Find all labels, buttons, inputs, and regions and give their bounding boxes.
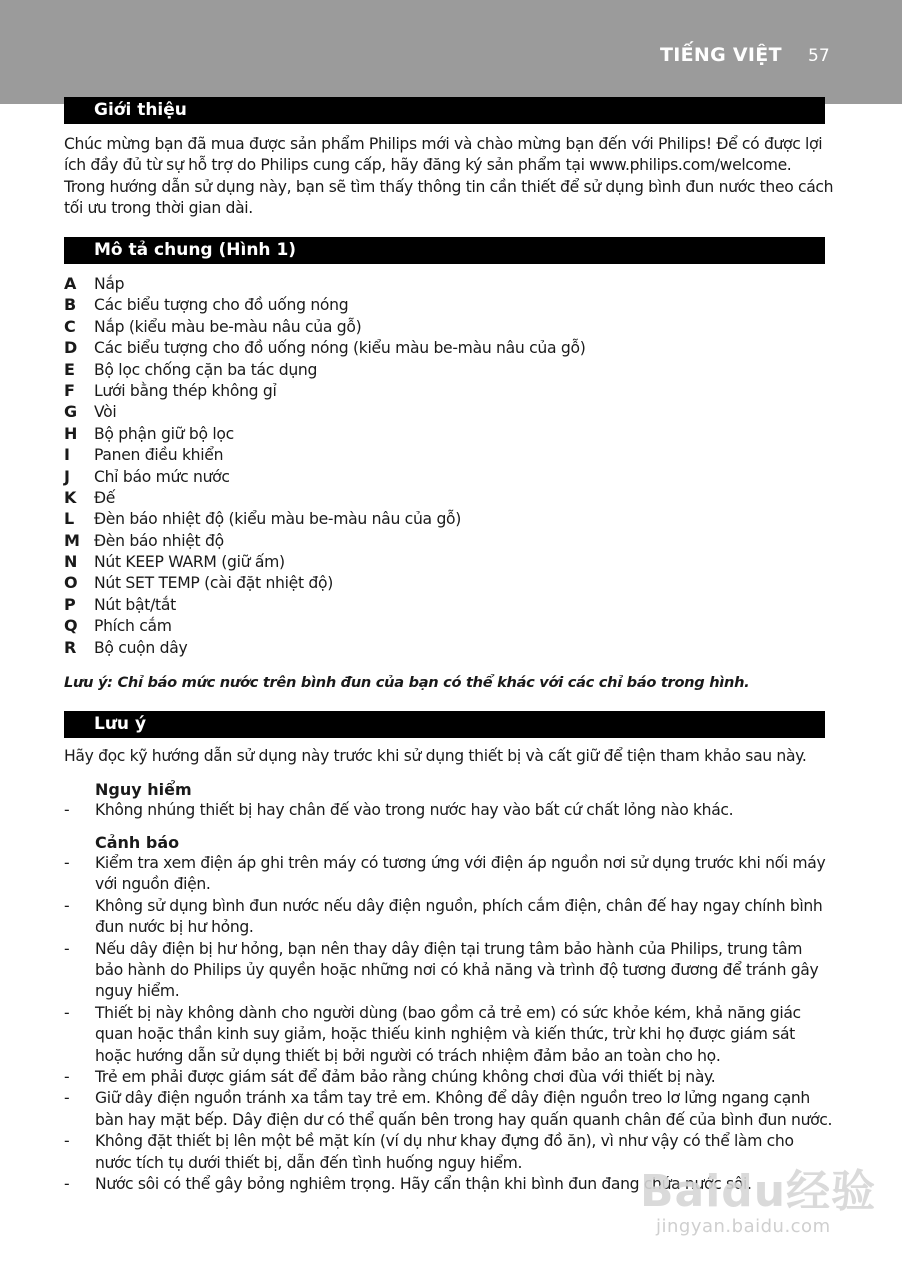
part-item bbox=[64, 316, 824, 337]
part-item bbox=[64, 423, 824, 444]
part-item bbox=[64, 294, 824, 315]
parts-list bbox=[64, 273, 824, 658]
part-letter: F bbox=[64, 380, 75, 400]
part-letter: K bbox=[64, 487, 77, 507]
part-item bbox=[64, 615, 824, 636]
part-letter: N bbox=[64, 552, 78, 572]
part-item bbox=[64, 487, 824, 508]
bullet-text: Kiểm tra xem điện áp ghi trên máy có tương ứng với điện áp nguồn nơi sử dụng trước khi nối máy với nguồn điện. bbox=[95, 854, 826, 894]
part-letter: R bbox=[64, 637, 77, 657]
part-label: Nút bật/tắt bbox=[94, 595, 176, 614]
part-item bbox=[64, 337, 824, 358]
section-heading-intro: Giới thiệu bbox=[64, 97, 825, 124]
bullet-text: Không nhúng thiết bị hay chân đế vào trong nước hay vào bất cứ chất lỏng nào khác. bbox=[95, 801, 734, 819]
danger-list bbox=[64, 800, 834, 821]
bullet-text: Không sử dụng bình đun nước nếu dây điện nguồn, phích cắm điện, chân đế hay ngay chính bình đun nước bị hư hỏng. bbox=[95, 896, 823, 937]
bullet-text: Trẻ em phải được giám sát để đảm bảo rằng chúng không chơi đùa với thiết bị này. bbox=[95, 1068, 716, 1087]
bullet-dash: - bbox=[64, 1003, 70, 1022]
warning-heading: Cảnh báo bbox=[95, 833, 180, 852]
note: Lưu ý: Chỉ báo mức nước trên bình đun của bạn có thể khác với các chỉ báo trong hình. bbox=[64, 674, 750, 691]
part-item bbox=[64, 273, 824, 294]
bullet-dash: - bbox=[64, 801, 70, 819]
part-label: Bộ cuộn dây bbox=[94, 638, 188, 657]
bullet-item bbox=[64, 939, 834, 1003]
part-label: Nắp bbox=[94, 275, 125, 293]
bullet-dash: - bbox=[64, 1132, 70, 1151]
part-item bbox=[64, 444, 824, 465]
bullet-text: Không đặt thiết bị lên một bề mặt kín (ví dụ như khay đựng đồ ăn), vì như vậy có thể làm cho nước tích tụ dưới thiết bị, dẫn đến tình huống nguy hiểm. bbox=[95, 1132, 794, 1172]
part-letter: H bbox=[64, 423, 78, 443]
part-label: Phích cắm bbox=[94, 617, 172, 636]
bullet-dash: - bbox=[64, 854, 70, 872]
part-label: Bộ phận giữ bộ lọc bbox=[94, 424, 234, 443]
danger-heading: Nguy hiểm bbox=[95, 780, 192, 799]
bullet-text: Giữ dây điện nguồn tránh xa tầm tay trẻ em. Không để dây điện nguồn treo lơ lửng ngang cạnh bàn hay mặt bếp. Dây điện dư có thể quấn bên trong hay quấn quanh chân đế của bình đun nước. bbox=[95, 1089, 833, 1129]
warning-list bbox=[64, 853, 834, 1196]
bullet-item bbox=[64, 1003, 834, 1067]
part-letter: P bbox=[64, 594, 76, 614]
bullet-dash: - bbox=[64, 1175, 70, 1194]
part-item bbox=[64, 594, 824, 615]
part-letter: L bbox=[64, 509, 74, 529]
part-label: Vòi bbox=[94, 403, 117, 422]
bullet-item bbox=[64, 896, 834, 939]
part-letter: C bbox=[64, 316, 76, 336]
part-item bbox=[64, 359, 824, 380]
important-intro: Hãy đọc kỹ hướng dẫn sử dụng này trước khi sử dụng thiết bị và cất giữ để tiện tham khảo sau này. bbox=[64, 747, 807, 765]
part-letter: G bbox=[64, 402, 77, 422]
part-label: Panen điều khiển bbox=[94, 446, 224, 465]
part-item bbox=[64, 466, 824, 487]
part-label: Nắp (kiểu màu be-màu nâu của gỗ) bbox=[94, 317, 362, 336]
part-item bbox=[64, 401, 824, 422]
language-label: TIẾNG VIỆT bbox=[660, 44, 782, 66]
part-item bbox=[64, 572, 824, 593]
part-item bbox=[64, 551, 824, 572]
part-label: Lưới bằng thép không gỉ bbox=[94, 381, 277, 400]
part-letter: J bbox=[64, 466, 70, 486]
bullet-item bbox=[64, 1088, 834, 1131]
bullet-dash: - bbox=[64, 896, 70, 915]
part-label: Đèn báo nhiệt độ (kiểu màu be-màu nâu của gỗ) bbox=[94, 510, 462, 529]
part-label: Nút KEEP WARM (giữ ấm) bbox=[94, 553, 285, 572]
bullet-item bbox=[64, 800, 834, 821]
bullet-dash: - bbox=[64, 939, 70, 958]
part-letter: B bbox=[64, 295, 76, 315]
bullet-dash: - bbox=[64, 1068, 70, 1087]
part-label: Đèn báo nhiệt độ bbox=[94, 531, 224, 550]
part-item bbox=[64, 530, 824, 551]
part-item bbox=[64, 508, 824, 529]
bullet-dash: - bbox=[64, 1089, 70, 1108]
bullet-text: Thiết bị này không dành cho người dùng (bao gồm cả trẻ em) có sức khỏe kém, khả năng giác quan hoặc thần kinh suy giảm, hoặc thiếu kinh nghiệm và kiến thức, trừ khi họ được giám sát hoặc hướng dẫn sử dụng thiết bị bởi người có trách nhiệm đảm bảo an toàn cho họ. bbox=[95, 1003, 801, 1065]
part-letter: A bbox=[64, 274, 77, 293]
part-letter: D bbox=[64, 338, 77, 358]
part-label: Bộ lọc chống cặn ba tác dụng bbox=[94, 360, 318, 379]
part-item bbox=[64, 380, 824, 401]
bullet-text: Nước sôi có thể gây bỏng nghiêm trọng. Hãy cẩn thận khi bình đun đang chứa nước sôi. bbox=[95, 1175, 752, 1194]
part-label: Nút SET TEMP (cài đặt nhiệt độ) bbox=[94, 574, 334, 593]
section-heading-description: Mô tả chung (Hình 1) bbox=[64, 237, 825, 264]
part-letter: M bbox=[64, 530, 80, 550]
intro-paragraph: Chúc mừng bạn đã mua được sản phẩm Philips mới và chào mừng bạn đến với Philips! Để có được lợi ích đầy đủ từ sự hỗ trợ do Philips cung cấp, hãy đăng ký sản phẩm tại www.philips.com/welcome. Trong hướng dẫn sử dụng này, bạn sẽ tìm thấy thông tin cần thiết để sử dụng bình đun nước theo cách tối ưu trong thời gian dài. bbox=[64, 135, 834, 218]
part-letter: Q bbox=[64, 616, 78, 636]
bullet-item bbox=[64, 853, 834, 896]
part-letter: I bbox=[64, 445, 70, 465]
part-letter: O bbox=[64, 573, 78, 593]
part-item bbox=[64, 637, 824, 658]
bullet-item bbox=[64, 1067, 834, 1088]
part-label: Chỉ báo mức nước bbox=[94, 467, 230, 486]
part-letter: E bbox=[64, 359, 75, 379]
bullet-text: Nếu dây điện bị hư hỏng, bạn nên thay dây điện tại trung tâm bảo hành của Philips, trung tâm bảo hành do Philips ủy quyền hoặc những nơi có khả năng và trình độ tương đương để tránh gây nguy hiểm. bbox=[95, 939, 819, 1001]
part-label: Đế bbox=[94, 488, 116, 507]
watermark-logo: Baidu经验 bbox=[640, 1166, 877, 1217]
page-number: 57 bbox=[808, 46, 830, 66]
watermark-url: jingyan.baidu.com bbox=[656, 1216, 831, 1237]
section-heading-important: Lưu ý bbox=[64, 711, 825, 738]
part-label: Các biểu tượng cho đồ uống nóng bbox=[94, 296, 349, 315]
part-label: Các biểu tượng cho đồ uống nóng (kiểu màu be-màu nâu của gỗ) bbox=[94, 339, 586, 358]
